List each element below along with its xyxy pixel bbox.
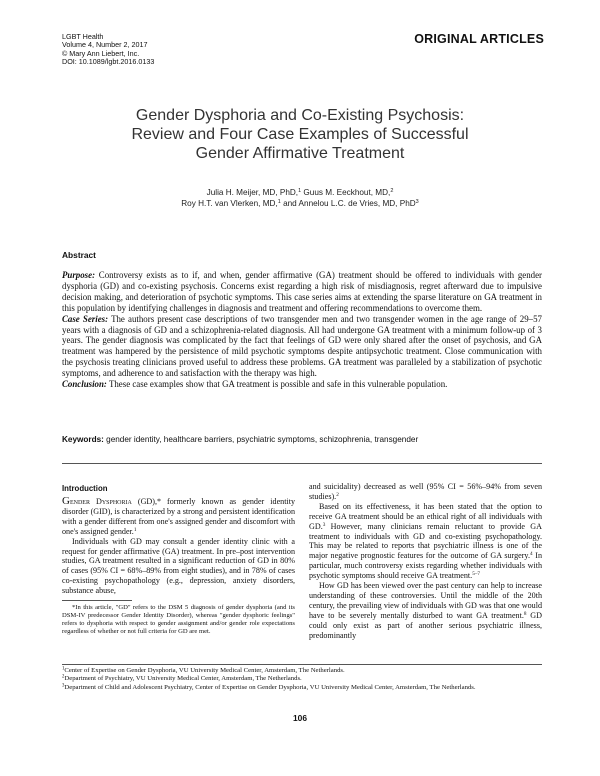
intro-paragraph: [309, 482, 542, 502]
affiliation-text: Department of Psychiatry, VU University Medical Center, Amsterdam, The Netherlands.: [64, 675, 302, 683]
author-list: [60, 187, 540, 209]
journal-volume: Volume 4, Number 2, 2017: [62, 40, 148, 50]
affiliation-mark: 2: [62, 674, 65, 680]
intro-paragraph: [309, 502, 542, 581]
intro-paragraph: Individuals with GD may consult a gender identity clinic with a request for gender affirmative (GA) treatment. In pre–post intervention studies, GA treatment resulted in a significant reduction of GD in 80% of cases (95% CI = 68%–89% from eight studies), and in 78% of cases co-existing psychopathology (e.g., depression, anxiety disorders, substance abuse,: [62, 536, 295, 596]
affiliations-divider: [62, 664, 542, 665]
right-column: [309, 482, 542, 641]
abstract-conclusion: [62, 379, 542, 390]
left-column: [62, 497, 295, 596]
affiliation-mark: 1: [62, 666, 65, 672]
author-affiliation-mark: 1: [298, 188, 302, 194]
affiliations: [62, 667, 542, 692]
intro-text: (GD),* formerly known as gender identity disorder (GID), is characterized by a strong and persistent identification with a gender different from one's assigned gender and discomfort with one's assigned gender.: [62, 497, 296, 536]
journal-name: LGBT Health: [62, 32, 104, 41]
intro-text: Based on its effectiveness, it has been stated that the option to receive GA treatment should be an ethical right of all individuals with GD.: [309, 501, 542, 531]
journal-doi[interactable]: DOI: 10.1089/lgbt.2016.0133: [62, 57, 155, 67]
journal-metadata: [62, 33, 154, 67]
citation: 1: [133, 526, 137, 533]
abstract-cases-text: The authors present case descriptions of two transgender men and two transgender women in the age range of 29–57 years with a diagnosis of GD and a schizophrenia-related diagnosis. All had undergone GA treatment with a minimum follow-up of 3 years. The gender diagnosis was complicated by the fact that feelings of GD were only shared after the onset of psychosis, and GA treatment was hampered by the persistence of mild psychotic symptoms despite antipsychotic treatment. Close communication with the psychosis treating clinicians proved useful to address these problems. GA treatment was paralleled by a stabilization of psychotic symptoms, and adherence to and satisfaction with the therapy was high.: [62, 313, 542, 379]
intro-first-letter: G: [62, 495, 70, 507]
title-line: Gender Dysphoria and Co-Existing Psychosis:: [135, 107, 465, 124]
footnote: [62, 604, 295, 636]
author-affiliation-mark: 2: [390, 188, 394, 194]
keywords-label: Keywords:: [62, 435, 104, 444]
citation: 2: [336, 491, 339, 498]
section-label: ORIGINAL ARTICLES: [414, 32, 544, 46]
abstract-cases-label: Case Series:: [62, 313, 109, 324]
intro-heading: Introduction: [62, 484, 108, 493]
citation: 8: [523, 610, 527, 617]
abstract-purpose-text: Controversy exists as to if, and when, gender affirmative (GA) treatment should be offered to individuals with gender dysphoria (GD) and co-existing psychosis. Concerns exist regarding a high risk of misdiagnosis, regret afterward due to impulsive decision making, and deterioration of psychotic symptoms. This case series aims at extending the sparse literature on GA treatment in this population by identifying challenges in diagnosis and treatment and offering recommendations to overcome them.: [62, 270, 543, 313]
abstract-purpose: [62, 270, 542, 314]
intro-text: How GD has been viewed over the past century can help to increase understanding of these controversies. Until the middle of the 20th century, the prevailing view of individuals with GD was that one would have to be severely mentally disturbed to want GA treatment.: [309, 581, 542, 620]
intro-paragraph: [62, 497, 295, 537]
abstract-conclusion-label: Conclusion:: [62, 379, 107, 390]
citation: 5–7: [472, 571, 480, 578]
intro-text: In particular, much controversy exists regarding whether individuals with psychotic symptoms should receive GA treatment.: [309, 551, 543, 581]
journal-copyright: © Mary Ann Liebert, Inc.: [62, 48, 140, 58]
author-name: Guus M. Eeckhout, MD,: [303, 188, 391, 197]
affiliation: [62, 675, 542, 683]
page-number: 106: [293, 713, 307, 723]
author-affiliation-mark: 3: [415, 199, 419, 205]
author-name: and Annelou L.C. de Vries, MD, PhD: [283, 199, 416, 208]
affiliation: [62, 684, 542, 692]
abstract-cases: [62, 314, 542, 379]
author-affiliation-mark: 1: [277, 199, 281, 205]
abstract-body: [62, 270, 542, 390]
keywords: [62, 435, 542, 445]
abstract-conclusion-text: These case examples show that GA treatment is possible and safe in this vulnerable population.: [108, 379, 448, 390]
affiliation-text: Department of Child and Adolescent Psychiatry, Center of Expertise on Gender Dysphoria, VU University Medical Center, Amsterdam, The Netherlands.: [64, 683, 476, 691]
author-name: Julia H. Meijer, MD, PhD,: [206, 188, 299, 197]
footnote-text: *In this article, "GD" refers to the DSM 5 diagnosis of gender dysphoria (and its DSM-IV predecessor Gender Identity Disorder), whereas "gender dysphoric feelings" refers to dysphoria with respect to gender assignment and/or gender role expectations regardless of whether or not full criteria for GD are met.: [62, 604, 295, 635]
affiliation-mark: 3: [62, 683, 65, 689]
footnote-divider: [62, 600, 132, 601]
intro-text: GD could only exist as part of another serious psychiatric illness, predominantly: [309, 610, 542, 640]
author-name: Roy H.T. van Vlerken, MD,: [181, 199, 278, 208]
intro-smallcaps: ender Dysphoria: [69, 497, 132, 506]
citation: 3: [322, 521, 326, 528]
citation: 4: [529, 551, 533, 558]
affiliation-text: Center of Expertise on Gender Dysphoria, VU University Medical Center, Amsterdam, The Netherlands.: [64, 667, 345, 674]
article-title: [60, 106, 540, 163]
intro-text: and suicidality) decreased as well (95% CI = 56%–94% from seven studies).: [309, 482, 542, 501]
keywords-text: gender identity, healthcare barriers, psychiatric symptoms, schizophrenia, transgender: [106, 435, 419, 444]
title-line: Gender Affirmative Treatment: [195, 145, 405, 162]
abstract-heading: Abstract: [62, 250, 96, 260]
title-line: Review and Four Case Examples of Successful: [131, 126, 469, 143]
section-divider: [62, 463, 542, 464]
intro-text: However, many clinicians remain reluctant to provide GA treatment to individuals with GD and co-existing psychopathology. This may be related to reports that psychiatric illness is one of the major negative prognostic features for the outcome of GA surgery.: [309, 521, 542, 561]
intro-paragraph: [309, 581, 542, 640]
abstract-purpose-label: Purpose:: [62, 270, 96, 280]
